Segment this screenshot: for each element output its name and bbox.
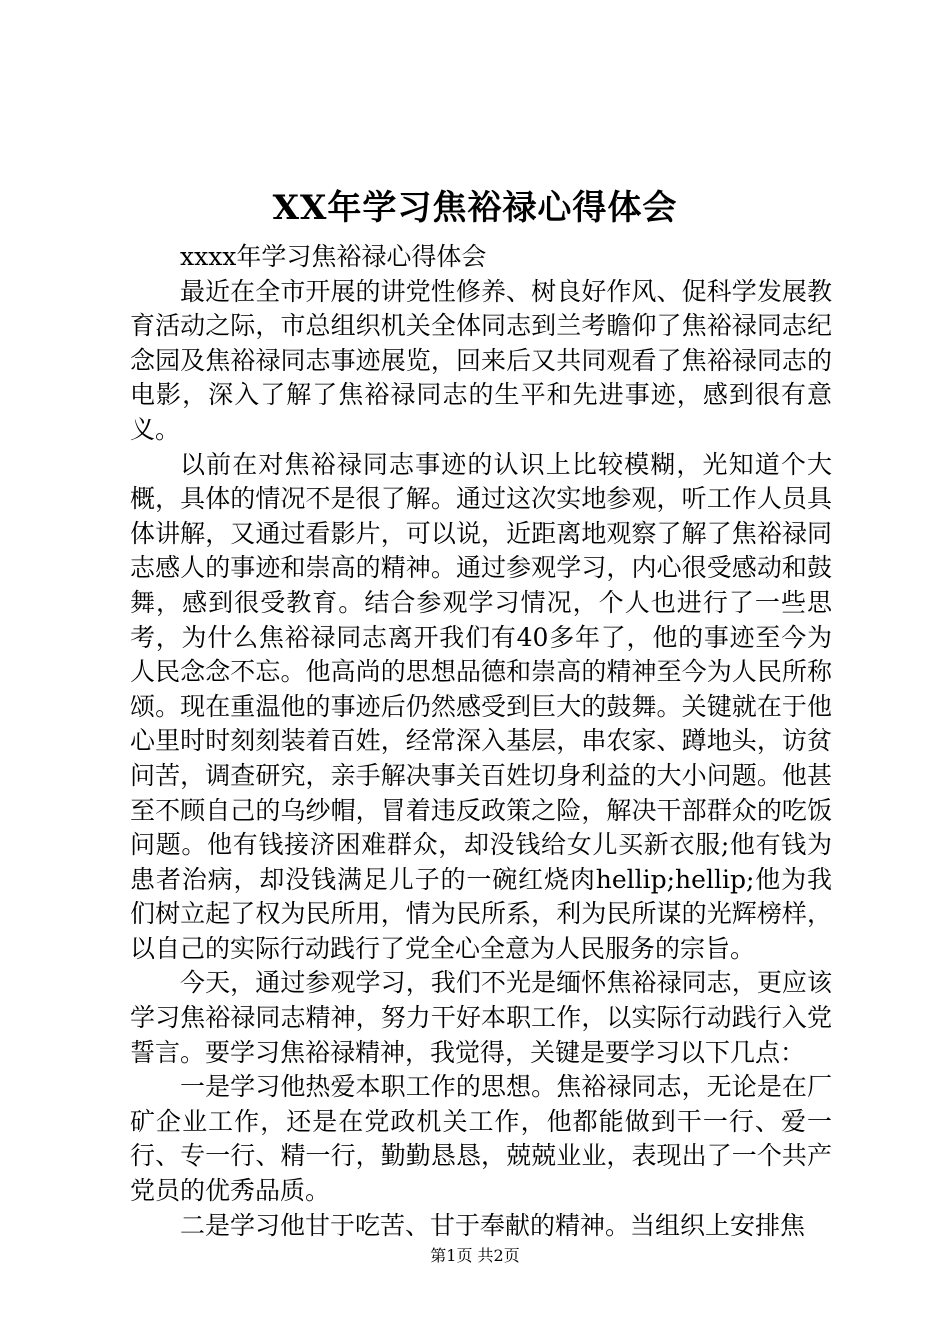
paragraph: 最近在全市开展的讲党性修养、树良好作风、促科学发展教育活动之际，市总组织机关全体同志到兰考瞻仰了焦裕禄同志纪念园及焦裕禄同志事迹展览，回来后又共同观看了焦裕禄同志的电影，深入了解了焦裕禄同志的生平和先进事迹，感到很有意义。 [130, 276, 832, 444]
document-title: XX年学习焦裕禄心得体会 [272, 188, 678, 228]
document-body [130, 240, 832, 1243]
paragraph: 一是学习他热爱本职工作的思想。焦裕禄同志，无论是在厂矿企业工作，还是在党政机关工作，他都能做到干一行、爱一行、专一行、精一行，勤勤恳恳，兢兢业业，表现出了一个共产党员的优秀品质。 [130, 1072, 832, 1206]
paragraph: 以前在对焦裕禄同志事迹的认识上比较模糊，光知道个大概，具体的情况不是很了解。通过这次实地参观，听工作人员具体讲解，又通过看影片，可以说，近距离地观察了解了焦裕禄同志感人的事迹和崇高的精神。通过参观学习，内心很受感动和鼓舞，感到很受教育。结合参观学习情况，个人也进行了一些思考，为什么焦裕禄同志离开我们有40多年了，他的事迹至今为人民念念不忘。他高尚的思想品德和崇高的精神至今为人民所称颂。现在重温他的事迹后仍然感受到巨大的鼓舞。关键就在于他心里时时刻刻装着百姓，经常深入基层，串农家、蹲地头，访贫问苦，调查研究，亲手解决事关百姓切身利益的大小问题。他甚至不顾自己的乌纱帽，冒着违反政策之险，解决干部群众的吃饭问题。他有钱接济困难群众，却没钱给女儿买新衣服;他有钱为患者治病，却没钱满足儿子的一碗红烧肉hellip;hellip;他为我们树立起了权为民所用，情为民所系，利为民所谋的光辉榜样，以自己的实际行动践行了党全心全意为人民服务的宗旨。 [130, 449, 832, 963]
paragraph: 二是学习他甘于吃苦、甘于奉献的精神。当组织上安排焦 [180, 1210, 806, 1240]
document-subtitle: xxxx年学习焦裕禄心得体会 [180, 242, 487, 271]
paragraph: 今天，通过参观学习，我们不光是缅怀焦裕禄同志，更应该学习焦裕禄同志精神，努力干好本职工作，以实际行动践行入党誓言。要学习焦裕禄精神，我觉得，关键是要学习以下几点： [130, 968, 832, 1067]
page-number-footer: 第1页 共2页 [430, 1246, 520, 1265]
